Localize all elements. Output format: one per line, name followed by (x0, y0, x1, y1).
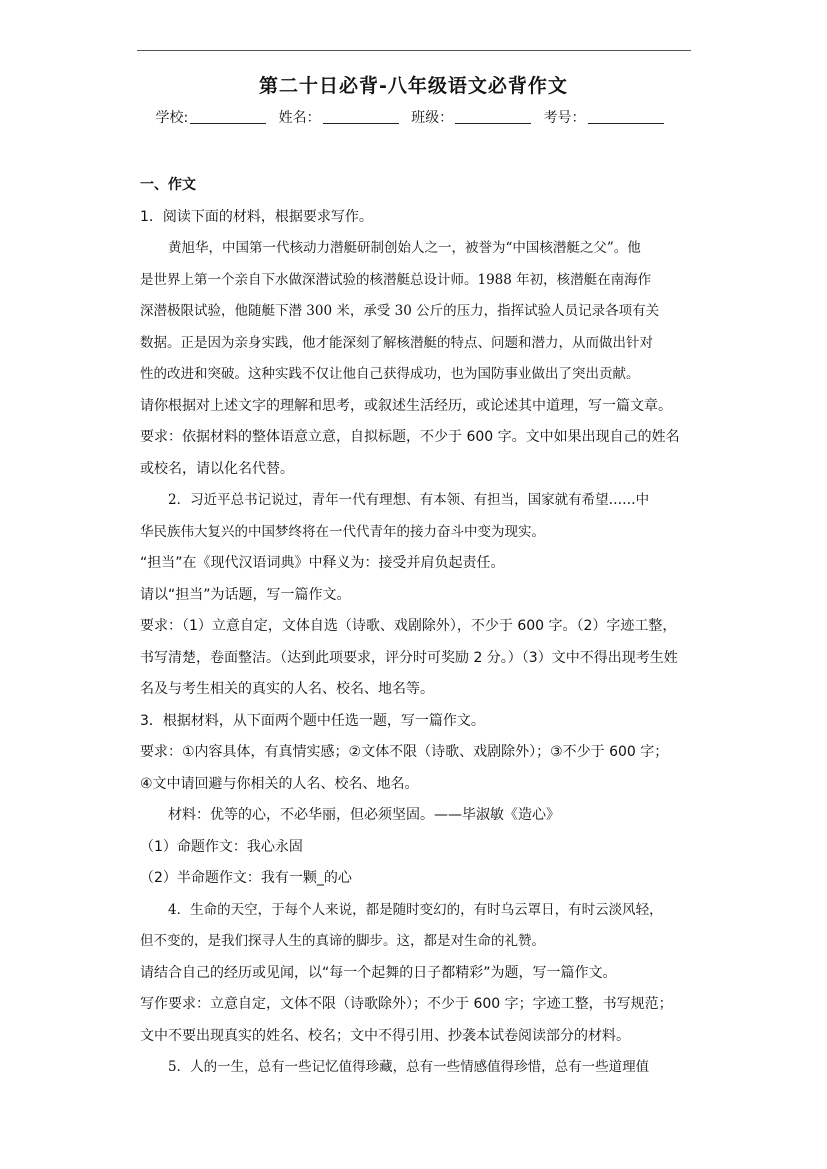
header-rule (137, 50, 691, 51)
question-1-material-line: 是世界上第一个亲自下水做深潜试验的核潜艇总设计师。1988 年初，核潜艇在南海作 (140, 271, 652, 288)
question-2-instruction: 请以“担当”为话题，写一篇作文。 (140, 586, 351, 603)
question-3-requirement: 要求：①内容具体，有真情实感；②文体不限（诗歌、戏剧除外）；③不少于 600 字； (140, 744, 669, 760)
question-2-material-line: 2．习近平总书记说过，青年一代有理想、有本领、有担当，国家就有希望……中 (168, 492, 650, 508)
exam-number-blank[interactable] (588, 109, 664, 124)
student-info-row (0, 107, 827, 127)
question-1-prompt: 1．阅读下面的材料，根据要求写作。 (140, 208, 373, 225)
question-4-requirement: 写作要求：立意自定，文体不限（诗歌除外）；不少于 600 字；字迹工整，书写规范； (140, 996, 673, 1012)
page-title: 第二十日必背-八年级语文必背作文 (259, 75, 568, 97)
exam-number-label: 考号： (543, 110, 586, 126)
question-4-material-line: 4．生命的天空，于每个人来说，都是随时变幻的，有时乌云罩日，有时云淡风轻， (168, 901, 663, 918)
question-1-requirement: 要求：依据材料的整体语意立意，自拟标题，不少于 600 字。文中如果出现自己的姓名 (140, 429, 680, 445)
question-1-material-line: 性的改进和突破。这种实践不仅让他自己获得成功，也为国防事业做出了突出贡献。 (140, 366, 640, 382)
document-body (140, 170, 692, 1084)
question-1-requirement: 或校名，请以化名代替。 (140, 460, 294, 477)
question-1-material-line: 黄旭华，中国第一代核动力潜艇研制创始人之一，被誉为“中国核潜艇之父”。他 (168, 240, 641, 256)
question-2-requirement: 书写清楚，卷面整洁。（达到此项要求，评分时可奖励 2 分。）（3）文中不得出现考生姓 (140, 649, 678, 666)
question-5-material-line: 5．人的一生，总有一些记忆值得珍藏，总有一些情感值得珍惜，总有一些道理值 (168, 1059, 650, 1075)
question-1-material-line: 数据。正是因为亲身实践，他才能深刻了解核潜艇的特点、问题和潜力，从而做出针对 (140, 334, 653, 351)
question-3-option: （1）命题作文：我心永固 (140, 838, 303, 855)
question-4-material-line: 但不变的，是我们探寻人生的真谛的脚步。这，都是对生命的礼赞。 (140, 933, 545, 949)
question-2-requirement: 名及与考生相关的真实的人名、校名、地名等。 (140, 681, 434, 697)
school-label: 学校: (155, 110, 189, 126)
name-label: 姓名： (278, 110, 321, 126)
question-2-material-line: 华民族伟大复兴的中国梦终将在一代代青年的接力奋斗中变为现实。 (140, 523, 545, 540)
question-3-requirement: ④文中请回避与你相关的人名、校名、地名。 (140, 775, 419, 792)
question-3-option: （2）半命题作文：我有一颗_的心 (140, 870, 352, 886)
question-3-prompt: 3．根据材料，从下面两个题中任选一题，写一篇作文。 (140, 712, 485, 729)
question-1-material-line: 深潜极限试验，他随艇下潜 300 米，承受 30 公斤的压力，指挥试验人员记录各项有关 (140, 303, 660, 319)
question-3-material: 材料：优等的心，不必华丽，但必须坚固。——毕淑敏《造心》 (168, 807, 560, 823)
question-2-requirement: 要求：（1）立意自定，文体自选（诗歌、戏剧除外），不少于 600 字。（2）字迹工整， (140, 618, 677, 634)
section-heading: 一、作文 (140, 177, 196, 193)
question-4-requirement: 文中不要出现真实的姓名、校名；文中不得引用、抄袭本试卷阅读部分的材料。 (140, 1027, 630, 1044)
question-1-instruction: 请你根据对上述文字的理解和思考，或叙述生活经历，或论述其中道理，写一篇文章。 (140, 397, 672, 414)
school-blank[interactable] (190, 109, 266, 124)
class-blank[interactable] (455, 109, 531, 124)
question-2-definition: “担当”在《现代汉语词典》中释义为：接受并肩负起责任。 (140, 555, 505, 571)
name-blank[interactable] (323, 109, 399, 124)
class-label: 班级： (411, 110, 454, 126)
question-4-instruction: 请结合自己的经历或见闻，以“每一个起舞的日子都精彩”为题，写一篇作文。 (140, 964, 617, 981)
